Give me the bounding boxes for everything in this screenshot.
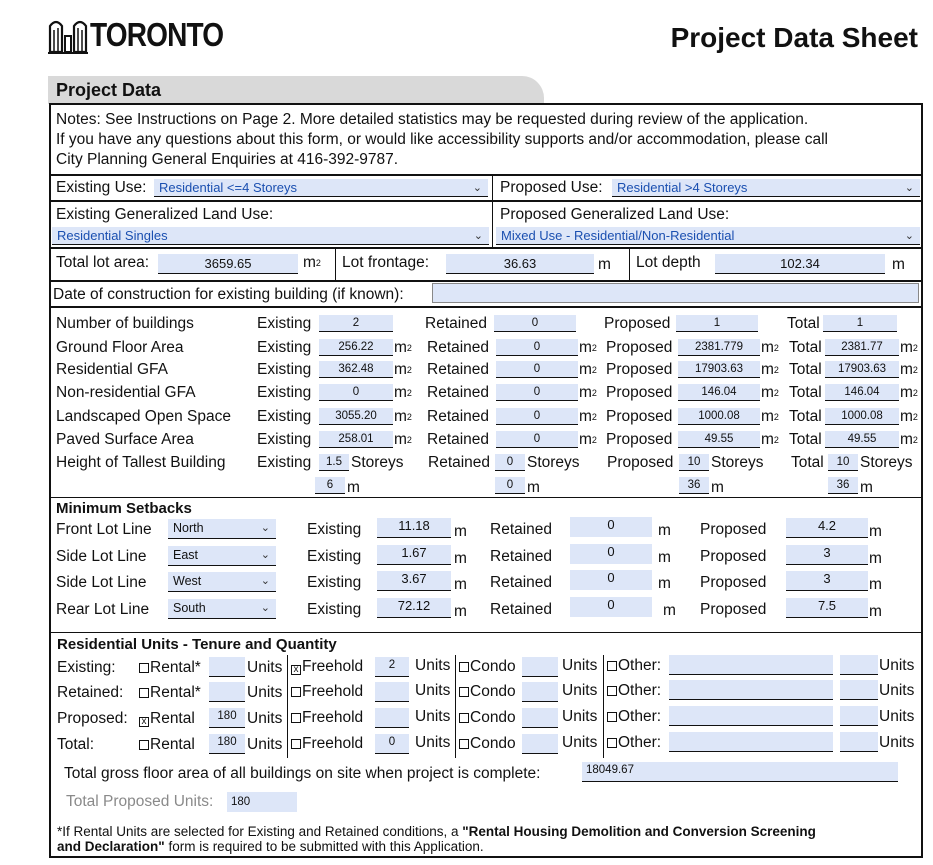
unit-m2: $m^2$ <box>579 431 597 448</box>
unit-m2: $m^2$ <box>900 339 918 356</box>
stat-label: Landscaped Open Space <box>56 408 231 425</box>
checkbox-icon <box>139 663 149 673</box>
stat-col-total-label: Total <box>789 384 822 401</box>
units-word: Units <box>879 682 915 699</box>
stat-existing-input[interactable]: 1.5 <box>319 454 349 471</box>
setback-retained-input[interactable]: 0 <box>570 570 652 590</box>
other-text-input[interactable] <box>669 732 833 752</box>
unit-m2: $m^2$ <box>900 384 918 401</box>
setback-existing-input[interactable]: 3.67 <box>377 571 451 591</box>
unit-m2: $m^2$ <box>394 384 412 401</box>
unit-m: m <box>869 603 882 620</box>
setback-existing-label: Existing <box>307 548 362 565</box>
other-checkbox[interactable]: Other: <box>607 657 661 675</box>
setback-existing-label: Existing <box>307 521 362 538</box>
checkbox-icon <box>607 738 617 748</box>
construction-date-label: Date of construction for existing building (if known): <box>53 286 404 303</box>
chevron-down-icon: ⌄ <box>904 182 914 194</box>
freehold-checkbox[interactable]: Freehold <box>291 709 363 727</box>
stat-proposed-input[interactable]: 1000.08 <box>678 408 760 425</box>
other-text-input[interactable] <box>669 680 833 700</box>
unit-m: m <box>658 522 671 539</box>
stat-label: Height of Tallest Building <box>56 454 226 471</box>
units-word: Units <box>415 682 451 699</box>
checkbox-icon <box>607 712 617 722</box>
setback-existing-input[interactable]: 72.12 <box>377 598 451 618</box>
units-word: Units <box>247 684 283 701</box>
lot-area-unit: $m^2$ <box>303 254 321 271</box>
stat-col-total-label: Total <box>789 408 822 425</box>
setbacks-title: Minimum Setbacks <box>56 500 192 517</box>
stat-label: Ground Floor Area <box>56 339 184 356</box>
setback-direction-select[interactable]: West ⌄ <box>168 572 276 592</box>
units-word: Units <box>415 734 451 751</box>
units-word: Units <box>879 708 915 725</box>
freehold-checkbox[interactable]: Freehold <box>291 735 363 753</box>
chevron-down-icon: ⌄ <box>260 549 270 561</box>
stat-col-total-label: Total <box>791 454 824 471</box>
logo-text: TORONTO <box>90 16 224 53</box>
notes-line-2: If you have any questions about this form, or would like accessibility supports and/or accommodation, please call <box>56 131 828 148</box>
stat-col-proposed-label: Proposed <box>607 454 674 471</box>
setback-direction-select[interactable]: North ⌄ <box>168 519 276 539</box>
setback-proposed-label: Proposed <box>700 601 767 618</box>
height-m-retained-input[interactable]: 0 <box>495 477 525 494</box>
other-units-input[interactable] <box>840 706 878 726</box>
freehold-checkbox[interactable]: Freehold <box>291 683 363 701</box>
lot-area-label: Total lot area: <box>56 254 150 271</box>
unit-storeys: Storeys <box>351 454 404 471</box>
proposed-land-use-select[interactable]: Mixed Use - Residential/Non-Residential ⌄ <box>496 227 920 245</box>
stat-col-retained-label: Retained <box>428 454 491 471</box>
setback-proposed-label: Proposed <box>700 548 767 565</box>
stat-col-retained-label: Retained <box>427 361 490 378</box>
stat-proposed-input[interactable]: 1 <box>676 315 758 332</box>
condo-units-input[interactable] <box>522 657 558 677</box>
setback-proposed-label: Proposed <box>700 521 767 538</box>
section-tab <box>48 76 544 104</box>
units-word: Units <box>562 708 598 725</box>
setback-direction-select[interactable]: South ⌄ <box>168 599 276 619</box>
stat-existing-input[interactable]: 256.22 <box>319 339 393 356</box>
freehold-checkbox[interactable]: x Freehold <box>291 658 363 676</box>
chevron-down-icon: ⌄ <box>472 182 482 194</box>
condo-checkbox[interactable]: Condo <box>459 658 516 676</box>
other-units-input[interactable] <box>840 732 878 752</box>
checkbox-icon <box>459 662 469 672</box>
condo-units-input[interactable] <box>522 708 558 728</box>
unit-m: m <box>869 550 882 567</box>
unit-m2: $m^2$ <box>761 384 779 401</box>
existing-land-use-select[interactable]: Residential Singles ⌄ <box>52 227 489 245</box>
setback-existing-label: Existing <box>307 601 362 618</box>
stat-retained-input[interactable]: 0 <box>496 361 578 378</box>
rental-checkbox[interactable]: x Rental <box>139 710 195 728</box>
stat-existing-input[interactable]: 258.01 <box>319 431 393 448</box>
proposed-use-select[interactable]: Residential >4 Storeys ⌄ <box>612 179 920 197</box>
setback-retained-input[interactable]: 0 <box>570 517 652 537</box>
checkbox-icon <box>139 740 149 750</box>
setback-proposed-input[interactable]: 3 <box>786 545 868 565</box>
chevron-down-icon: ⌄ <box>904 230 914 242</box>
stat-total-input[interactable]: 146.04 <box>825 384 899 401</box>
stat-total-input[interactable]: 17903.63 <box>825 361 899 378</box>
stat-col-proposed-label: Proposed <box>606 431 673 448</box>
construction-date-input[interactable] <box>432 283 919 303</box>
unit-m: m <box>860 479 873 496</box>
checkbox-icon <box>459 687 469 697</box>
notes-line-3: City Planning General Enquiries at 416-392-9787. <box>56 151 399 168</box>
unit-m: m <box>663 602 676 619</box>
existing-land-use-label: Existing Generalized Land Use: <box>56 206 274 223</box>
unit-m: m <box>454 576 467 593</box>
freehold-units-input[interactable]: 0 <box>375 734 409 754</box>
other-units-input[interactable] <box>840 680 878 700</box>
unit-m2: $m^2$ <box>579 361 597 378</box>
checkbox-icon <box>291 739 301 749</box>
freehold-units-input[interactable]: 2 <box>375 657 409 677</box>
units-word: Units <box>247 659 283 676</box>
unit-m2: $m^2$ <box>394 361 412 378</box>
stat-col-total-label: Total <box>789 361 822 378</box>
rental-checkbox[interactable]: Rental* <box>139 684 201 702</box>
setback-proposed-input[interactable]: 7.5 <box>786 598 868 618</box>
unit-storeys: Storeys <box>527 454 580 471</box>
setback-proposed-label: Proposed <box>700 574 767 591</box>
unit-m: m <box>711 479 724 496</box>
proposed-land-use-label: Proposed Generalized Land Use: <box>500 206 730 223</box>
setback-proposed-input[interactable]: 3 <box>786 571 868 591</box>
rental-units-input[interactable]: 180 <box>209 734 245 754</box>
stat-retained-input[interactable]: 0 <box>496 339 578 356</box>
stat-existing-input[interactable]: 3055.20 <box>319 408 393 425</box>
stat-existing-input[interactable]: 0 <box>319 384 393 401</box>
other-text-input[interactable] <box>669 706 833 726</box>
setback-retained-label: Retained <box>490 574 553 591</box>
setback-retained-label: Retained <box>490 601 553 618</box>
units-row-label: Existing: <box>57 659 116 676</box>
total-gfa-input[interactable]: 18049.67 <box>582 762 898 782</box>
checkbox-icon <box>459 713 469 723</box>
unit-m2: $m^2$ <box>579 408 597 425</box>
stat-proposed-input[interactable]: 2381.779 <box>678 339 760 356</box>
unit-m: m <box>658 575 671 592</box>
footnote: *If Rental Units are selected for Existing and Retained conditions, a "Rental Housing Demolition and Conversion Screening and Declaration" form is required to be submitted with this Application. <box>57 824 816 854</box>
stat-col-proposed-label: Proposed <box>604 315 671 332</box>
setback-retained-input[interactable]: 0 <box>570 544 652 564</box>
height-m-proposed-input[interactable]: 36 <box>679 477 709 494</box>
chevron-down-icon: ⌄ <box>473 230 483 242</box>
stat-total-input[interactable]: 49.55 <box>825 431 899 448</box>
stat-col-proposed-label: Proposed <box>606 361 673 378</box>
stat-total-input[interactable]: 2381.77 <box>825 339 899 356</box>
setback-existing-label: Existing <box>307 574 362 591</box>
unit-m2: $m^2$ <box>579 339 597 356</box>
stat-col-existing-label: Existing <box>257 408 312 425</box>
unit-m: m <box>869 576 882 593</box>
checkbox-icon <box>607 686 617 696</box>
lot-frontage-input[interactable]: 36.63 <box>446 254 594 274</box>
other-units-input[interactable] <box>840 655 878 675</box>
stat-col-retained-label: Retained <box>425 315 488 332</box>
stat-col-existing-label: Existing <box>257 454 312 471</box>
condo-units-input[interactable] <box>522 682 558 702</box>
condo-units-input[interactable] <box>522 734 558 754</box>
other-text-input[interactable] <box>669 655 833 675</box>
checkbox-icon <box>459 739 469 749</box>
stat-total-input[interactable]: 10 <box>828 454 858 471</box>
units-word: Units <box>879 734 915 751</box>
setback-existing-input[interactable]: 11.18 <box>377 518 451 538</box>
chevron-down-icon: ⌄ <box>260 522 270 534</box>
setback-label: Side Lot Line <box>56 574 147 591</box>
stat-total-input[interactable]: 1000.08 <box>825 408 899 425</box>
stat-existing-input[interactable]: 2 <box>319 315 393 332</box>
lot-depth-unit: m <box>892 256 905 273</box>
stat-col-total-label: Total <box>789 431 822 448</box>
unit-storeys: Storeys <box>860 454 913 471</box>
stat-retained-input[interactable]: 0 <box>496 384 578 401</box>
unit-m2: $m^2$ <box>900 408 918 425</box>
total-proposed-units-label: Total Proposed Units: <box>66 793 214 810</box>
stat-retained-input[interactable]: 0 <box>496 408 578 425</box>
stat-existing-input[interactable]: 362.48 <box>319 361 393 378</box>
setback-retained-label: Retained <box>490 548 553 565</box>
other-checkbox[interactable]: Other: <box>607 708 661 726</box>
unit-m2: $m^2$ <box>394 431 412 448</box>
unit-m: m <box>454 603 467 620</box>
unit-m2: $m^2$ <box>761 339 779 356</box>
units-row-label: Proposed: <box>57 710 128 727</box>
total-gfa-label: Total gross floor area of all buildings on site when project is complete: <box>64 765 541 782</box>
stat-col-retained-label: Retained <box>427 408 490 425</box>
stat-label: Non-residential GFA <box>56 384 196 401</box>
rental-units-input[interactable] <box>209 657 245 677</box>
units-word: Units <box>415 708 451 725</box>
lot-frontage-label: Lot frontage: <box>342 254 430 271</box>
unit-m2: $m^2$ <box>394 339 412 356</box>
existing-use-select[interactable]: Residential <=4 Storeys ⌄ <box>154 179 488 197</box>
stat-total-input[interactable]: 1 <box>823 315 897 332</box>
stat-col-total-label: Total <box>787 315 820 332</box>
checkbox-icon: x <box>139 717 149 727</box>
units-word: Units <box>562 682 598 699</box>
setback-retained-label: Retained <box>490 521 553 538</box>
unit-m: m <box>454 523 467 540</box>
condo-checkbox[interactable]: Condo <box>459 683 516 701</box>
unit-m2: $m^2$ <box>761 431 779 448</box>
setback-direction-select[interactable]: East ⌄ <box>168 546 276 566</box>
setback-existing-input[interactable]: 1.67 <box>377 545 451 565</box>
freehold-units-input[interactable] <box>375 682 409 702</box>
unit-m: m <box>347 479 360 496</box>
unit-m2: $m^2$ <box>761 361 779 378</box>
stat-label: Number of buildings <box>56 315 194 332</box>
other-checkbox[interactable]: Other: <box>607 682 661 700</box>
stat-label: Paved Surface Area <box>56 431 194 448</box>
stat-label: Residential GFA <box>56 361 168 378</box>
unit-m: m <box>869 523 882 540</box>
setback-label: Side Lot Line <box>56 548 147 565</box>
stat-proposed-input[interactable]: 10 <box>679 454 709 471</box>
rental-checkbox[interactable]: Rental <box>139 736 195 754</box>
units-word: Units <box>879 657 915 674</box>
units-row-label: Total: <box>57 736 95 753</box>
chevron-down-icon: ⌄ <box>260 575 270 587</box>
stat-retained-input[interactable]: 0 <box>495 454 525 471</box>
checkbox-icon <box>291 687 301 697</box>
units-word: Units <box>562 734 598 751</box>
setback-retained-input[interactable]: 0 <box>570 597 652 617</box>
checkbox-icon <box>291 713 301 723</box>
stat-col-existing-label: Existing <box>257 315 312 332</box>
lot-area-input[interactable]: 3659.65 <box>158 254 298 274</box>
units-title: Residential Units - Tenure and Quantity <box>57 636 337 653</box>
stat-col-existing-label: Existing <box>257 339 312 356</box>
unit-m: m <box>454 550 467 567</box>
units-word: Units <box>247 736 283 753</box>
page-title: Project Data Sheet <box>670 22 918 53</box>
unit-m2: $m^2$ <box>900 431 918 448</box>
stat-retained-input[interactable]: 0 <box>494 315 576 332</box>
unit-m2: $m^2$ <box>900 361 918 378</box>
unit-m2: $m^2$ <box>394 408 412 425</box>
unit-storeys: Storeys <box>711 454 764 471</box>
stat-col-existing-label: Existing <box>257 431 312 448</box>
city-hall-icon <box>48 12 88 54</box>
checkbox-icon <box>607 661 617 671</box>
section-tab-label: Project Data <box>56 80 162 100</box>
proposed-use-label: Proposed Use: <box>500 179 603 196</box>
stat-col-retained-label: Retained <box>427 431 490 448</box>
condo-checkbox[interactable]: Condo <box>459 709 516 727</box>
lot-depth-label: Lot depth <box>636 254 701 271</box>
rental-checkbox[interactable]: Rental* <box>139 659 201 677</box>
units-word: Units <box>415 657 451 674</box>
checkbox-icon <box>139 688 149 698</box>
lot-frontage-unit: m <box>598 256 611 273</box>
total-proposed-units-input[interactable]: 180 <box>227 792 297 812</box>
stat-col-retained-label: Retained <box>427 384 490 401</box>
setback-proposed-input[interactable]: 4.2 <box>786 518 868 538</box>
stat-col-existing-label: Existing <box>257 361 312 378</box>
freehold-units-input[interactable] <box>375 708 409 728</box>
stat-col-proposed-label: Proposed <box>606 339 673 356</box>
height-m-total-input[interactable]: 36 <box>828 477 858 494</box>
units-word: Units <box>247 710 283 727</box>
other-checkbox[interactable]: Other: <box>607 734 661 752</box>
checkbox-icon: x <box>291 665 301 675</box>
unit-m2: $m^2$ <box>579 384 597 401</box>
stat-col-proposed-label: Proposed <box>606 408 673 425</box>
stat-proposed-input[interactable]: 146.04 <box>678 384 760 401</box>
setback-label: Rear Lot Line <box>56 601 150 618</box>
rental-units-input[interactable]: 180 <box>209 708 245 728</box>
stat-col-total-label: Total <box>789 339 822 356</box>
setback-label: Front Lot Line <box>56 521 152 538</box>
height-m-existing-input[interactable]: 6 <box>315 477 345 494</box>
stat-retained-input[interactable]: 0 <box>496 431 578 448</box>
existing-use-label: Existing Use: <box>56 179 147 196</box>
stat-col-retained-label: Retained <box>427 339 490 356</box>
unit-m: m <box>527 479 540 496</box>
stat-proposed-input[interactable]: 49.55 <box>678 431 760 448</box>
condo-checkbox[interactable]: Condo <box>459 735 516 753</box>
units-word: Units <box>562 657 598 674</box>
toronto-logo <box>48 12 224 56</box>
stat-col-existing-label: Existing <box>257 384 312 401</box>
rental-units-input[interactable] <box>209 682 245 702</box>
chevron-down-icon: ⌄ <box>260 602 270 614</box>
units-row-label: Retained: <box>57 684 124 701</box>
notes-line-1: Notes: See Instructions on Page 2. More detailed statistics may be requested during review of the application. <box>56 111 809 128</box>
stat-proposed-input[interactable]: 17903.63 <box>678 361 760 378</box>
stat-col-proposed-label: Proposed <box>606 384 673 401</box>
lot-depth-input[interactable]: 102.34 <box>715 254 885 274</box>
unit-m2: $m^2$ <box>761 408 779 425</box>
unit-m: m <box>658 549 671 566</box>
